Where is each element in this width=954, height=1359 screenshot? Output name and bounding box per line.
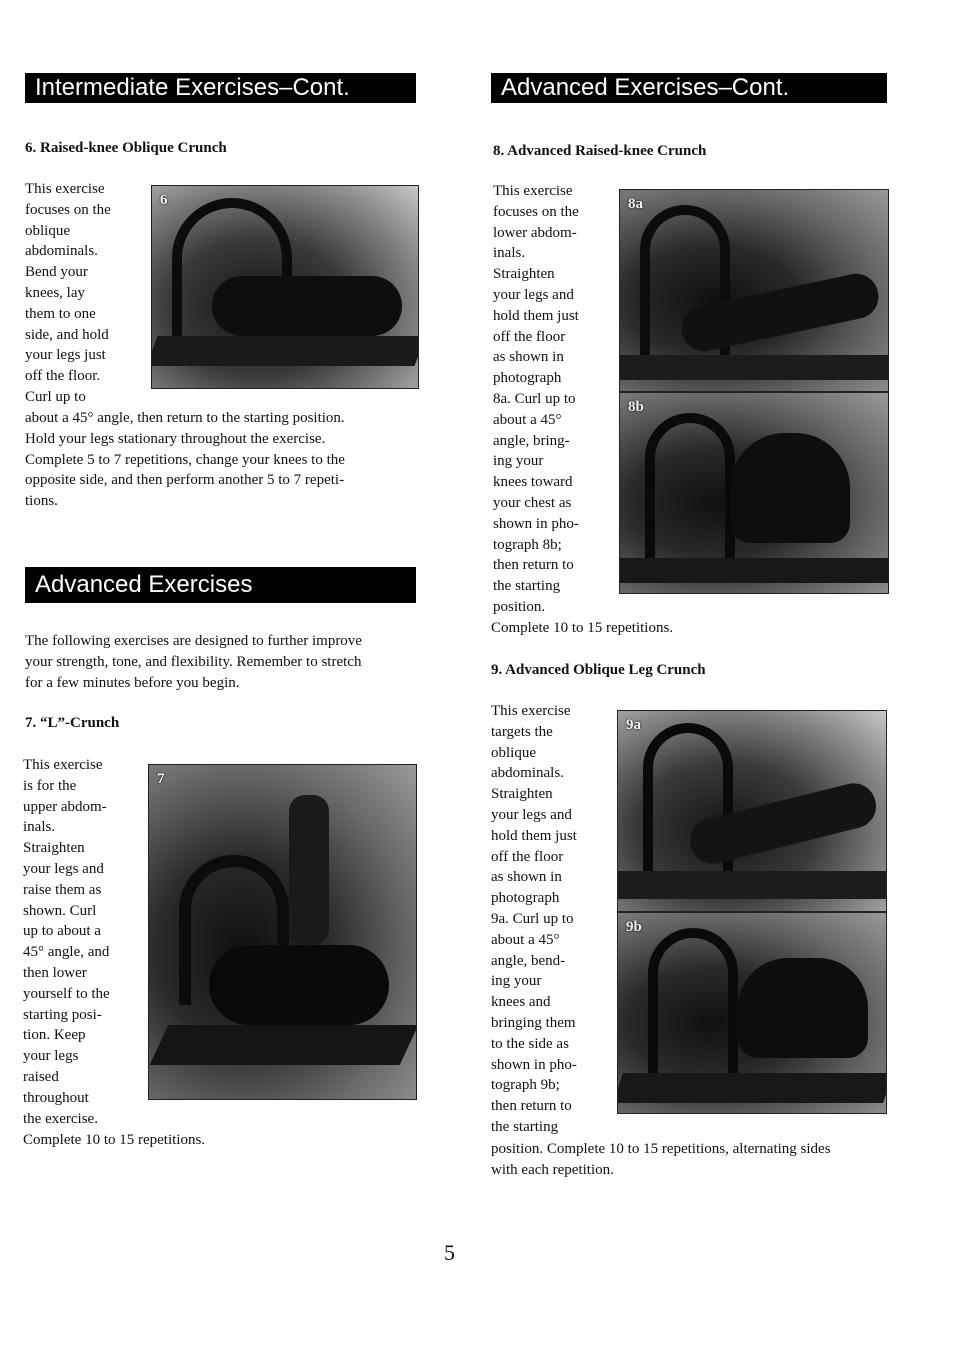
figure-body-shape: [212, 276, 402, 336]
mat-shape: [620, 558, 889, 583]
figure-torso-shape: [209, 945, 389, 1025]
photo-9a-label: 9a: [626, 717, 641, 733]
raised-legs-shape: [289, 795, 329, 945]
exercise-6-heading: 6. Raised-knee Oblique Crunch: [25, 140, 227, 156]
exercise-8-wrap-text: This exercise focuses on the lower abdom- inals. Straighten your legs and hold them just off the floor as shown in photograph 8a. Curl up to about a 45° angle, bring- ing your knees toward your chest as shown in pho- tograph 8b; then return to the starting position.: [493, 183, 579, 615]
advanced-exercises-banner: Advanced Exercises: [25, 567, 416, 603]
mat-shape: [620, 355, 889, 380]
ab-roller-frame-shape: [648, 928, 738, 1078]
exercise-8a-photo: [619, 189, 889, 392]
photo-7-label: 7: [157, 771, 165, 787]
exercise-6-wrap-text: This exercise focuses on the oblique abdominals. Bend your knees, lay them to one side, and hold your legs just off the floor. Curl up to: [25, 181, 111, 405]
photo-8a-label: 8a: [628, 196, 643, 212]
photo-9b-label: 9b: [626, 919, 642, 935]
mat-shape: [150, 1025, 417, 1065]
exercise-9a-photo: [617, 710, 887, 912]
intermediate-exercises-cont-banner: Intermediate Exercises–Cont.: [25, 73, 416, 103]
exercise-7-full-text: Complete 10 to 15 repetitions.: [23, 1132, 206, 1148]
exercise-8-heading: 8. Advanced Raised-knee Crunch: [493, 143, 707, 159]
exercise-6-photo: [151, 185, 419, 389]
exercise-8-full-text: Complete 10 to 15 repetitions.: [491, 620, 674, 636]
exercise-9-full-text: position. Complete 10 to 15 repetitions, alternating sides with each repetition.: [491, 1141, 831, 1178]
exercise-9-heading: 9. Advanced Oblique Leg Crunch: [491, 662, 706, 678]
exercise-9b-photo: [617, 912, 887, 1114]
mat-shape: [618, 871, 887, 899]
page-number: 5: [444, 1240, 455, 1265]
mat-shape: [617, 1073, 887, 1103]
photo-6-label: 6: [160, 192, 168, 208]
exercise-9-wrap-text: This exercise targets the oblique abdominals. Straighten your legs and hold them just off the floor as shown in photograph 9a. Curl up to about a 45° angle, bend- ing your knees and bringing them to the side as shown in pho- tograph 9b; then return to the starting: [491, 703, 577, 1135]
bent-knees-shape: [730, 433, 850, 543]
photo-8b-label: 8b: [628, 399, 644, 415]
exercise-7-photo: [148, 764, 417, 1100]
exercise-7-heading: 7. “L”-Crunch: [25, 715, 120, 731]
exercise-8b-photo: [619, 392, 889, 594]
ab-roller-frame-shape: [645, 413, 735, 563]
advanced-exercises-cont-banner: Advanced Exercises–Cont.: [491, 73, 887, 103]
mat-shape: [151, 336, 419, 366]
bent-knees-side-shape: [738, 958, 868, 1058]
exercise-6-full-text: about a 45° angle, then return to the starting position. Hold your legs stationary throughout the exercise. Complete 5 to 7 repetitions, change your knees to the opposite side, and then perform another 5 to 7 repeti- tions.: [25, 410, 345, 510]
advanced-intro-text: The following exercises are designed to further improve your strength, tone, and flexibility. Remember to stretch for a few minutes before you begin.: [25, 633, 362, 691]
exercise-7-wrap-text: This exercise is for the upper abdom- inals. Straighten your legs and raise them as shown. Curl up to about a 45° angle, and then lower yourself to the starting posi- tion. Keep your legs raised throughout the exercise.: [23, 757, 110, 1127]
